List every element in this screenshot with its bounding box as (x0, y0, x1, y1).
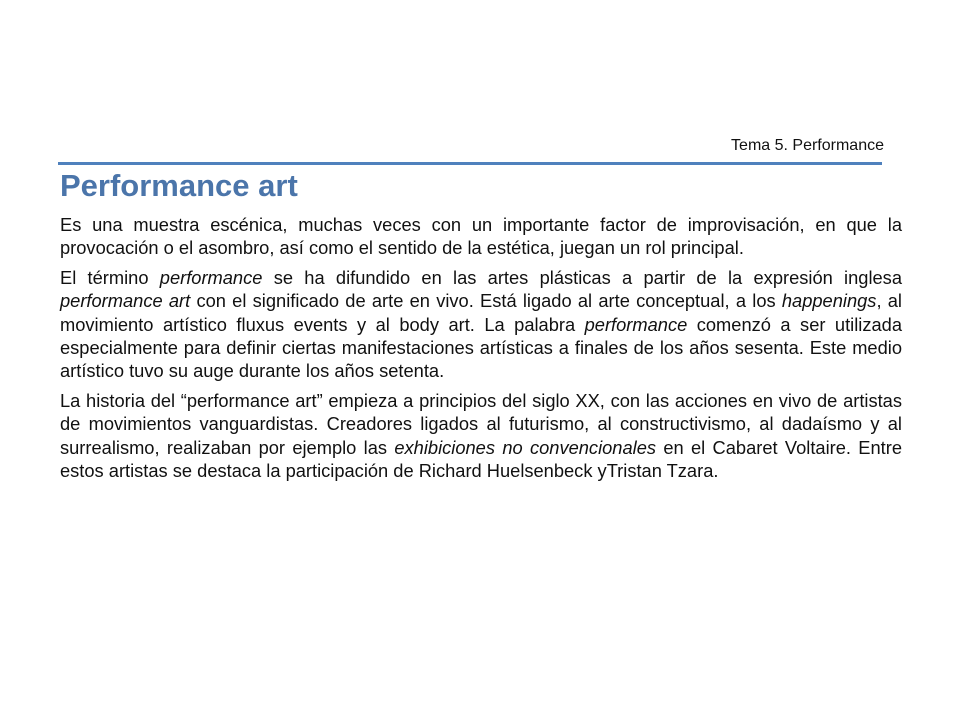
text-segment: comenzó a ser utilizada especialmente para definir ciertas manifestaciones artísticas a finales de los años sesenta. Este medio artístico tuvo su auge durante los años setenta. (60, 313, 902, 382)
text-segment: se ha difundido en las artes plásticas a partir de la expresión inglesa (262, 266, 902, 288)
paragraph-2 (60, 266, 902, 383)
paragraph-1 (60, 213, 902, 260)
text-segment: La historia del “performance art” empieza a principios del siglo XX, con las acciones en vivo de artistas de movimientos vanguardistas. Creadores ligados al futurismo, al constructivismo, al dadaísmo y al surrealismo, realizaban por ejemplo las (60, 389, 902, 458)
text-segment: El término (60, 266, 160, 288)
text-segment: con el significado de arte en vivo. Está ligado al arte conceptual, a los (190, 290, 782, 312)
italic-term: happenings (781, 290, 877, 312)
paragraph-3 (60, 389, 902, 483)
text-segment: en el Cabaret Voltaire. Entre estos artistas se destaca la participación de Richard Huelsenbeck yTristan Tzara. (60, 436, 902, 482)
text-segment: Es una muestra escénica, muchas veces con un importante factor de improvisación, en que la provocación o el asombro, así como el sentido de la estética, juegan un rol principal. (60, 214, 902, 259)
slide-title: Performance art (60, 168, 298, 203)
header-divider (58, 162, 882, 165)
italic-term: performance (159, 266, 263, 288)
body-text (60, 213, 902, 488)
section-header-label: Tema 5. Performance (731, 137, 884, 154)
italic-term: exhibiciones no convencionales (394, 436, 656, 458)
italic-term: performance (584, 313, 688, 335)
italic-term: performance art (60, 290, 191, 312)
text-segment: , al movimiento artístico fluxus events y al body art. La palabra (60, 290, 902, 335)
